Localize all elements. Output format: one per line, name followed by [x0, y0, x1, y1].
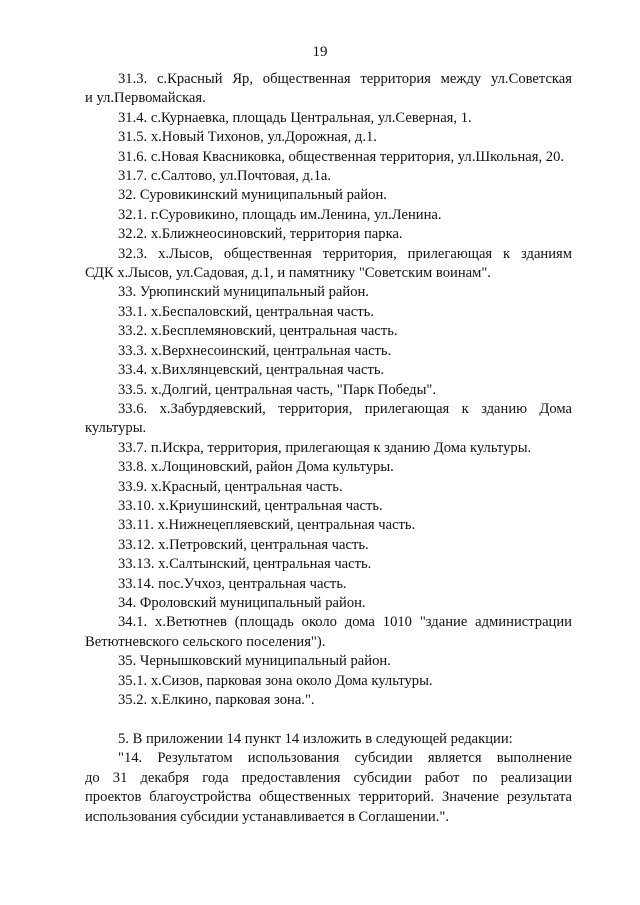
text-line: 31.7. с.Салтово, ул.Почтовая, д.1а.	[118, 168, 331, 185]
text-line: 31.5. х.Новый Тихонов, ул.Дорожная, д.1.	[118, 129, 377, 146]
text-line: 33.12. х.Петровский, центральная часть.	[118, 536, 369, 553]
text-line: и ул.Первомайская.	[85, 90, 206, 107]
text-line: "14. Результатом использования субсидии является выполнение	[118, 750, 572, 767]
text-line: 34. Фроловский муниципальный район.	[118, 594, 366, 611]
text-line: 32.1. г.Суровикино, площадь им.Ленина, ул.Ленина.	[118, 206, 442, 223]
text-line: 33.3. х.Верхнесоинский, центральная часть.	[118, 342, 392, 359]
text-line: использования субсидии устанавливается в Соглашении.".	[85, 808, 449, 825]
text-line: 33.5. х.Долгий, центральная часть, "Парк Победы".	[118, 381, 436, 398]
text-line: 33.7. п.Искра, территория, прилегающая к зданию Дома культуры.	[118, 439, 532, 456]
text-line: 33.9. х.Красный, центральная часть.	[118, 478, 343, 495]
text-line: 33.13. х.Салтынский, центральная часть.	[118, 556, 372, 573]
text-line: 33.10. х.Криушинский, центральная часть.	[118, 497, 383, 514]
text-line: 35. Чернышковский муниципальный район.	[118, 653, 391, 670]
paragraph-gap	[85, 710, 572, 730]
text-line: 33. Урюпинский муниципальный район.	[118, 284, 369, 301]
text-line: до 31 декабря года предоставления субсидии работ по реализации	[85, 769, 572, 786]
text-line: проектов благоустройства общественных территорий. Значение результата	[85, 789, 572, 806]
page-number: 19	[312, 44, 328, 60]
text-line: 33.1. х.Беспаловский, центральная часть.	[118, 303, 374, 320]
text-line: 35.2. х.Елкино, парковая зона.".	[118, 692, 315, 708]
text-line: 33.2. х.Бесплемяновский, центральная часть.	[118, 323, 398, 340]
text-line: 31.6. с.Новая Квасниковка, общественная территория, ул.Школьная, 20.	[118, 148, 565, 165]
text-line: 32.3. х.Лысов, общественная территория, прилегающая к зданиям	[118, 245, 572, 262]
text-line: 32.2. х.Ближнеосиновский, территория парка.	[118, 226, 403, 243]
text-line: 33.4. х.Вихлянцевский, центральная часть.	[118, 362, 385, 379]
text-line: 32. Суровикинский муниципальный район.	[118, 187, 387, 204]
text-line: 33.8. х.Лощиновский, район Дома культуры.	[118, 459, 394, 476]
text-line: 35.1. х.Сизов, парковая зона около Дома культуры.	[118, 672, 433, 689]
text-line: 34.1. х.Ветютнев (площадь около дома 1010 "здание администрации	[118, 614, 572, 631]
text-line: 33.6. х.Забурдяевский, территория, прилегающая к зданию Дома	[118, 400, 572, 417]
text-line: Ветютневского сельского поселения").	[85, 633, 326, 650]
text-line: 5. В приложении 14 пункт 14 изложить в следующей редакции:	[118, 731, 513, 747]
text-line: 31.4. с.Курнаевка, площадь Центральная, ул.Северная, 1.	[118, 109, 472, 126]
text-line: 33.14. пос.Учхоз, центральная часть.	[118, 575, 347, 592]
text-line: СДК х.Лысов, ул.Садовая, д.1, и памятнику "Советским воинам".	[85, 265, 491, 282]
text-line: 33.11. х.Нижнецепляевский, центральная часть.	[118, 517, 416, 534]
text-line: 31.3. с.Красный Яр, общественная территория между ул.Советская	[118, 71, 572, 87]
document-body	[85, 70, 572, 827]
text-line: культуры.	[85, 420, 147, 437]
